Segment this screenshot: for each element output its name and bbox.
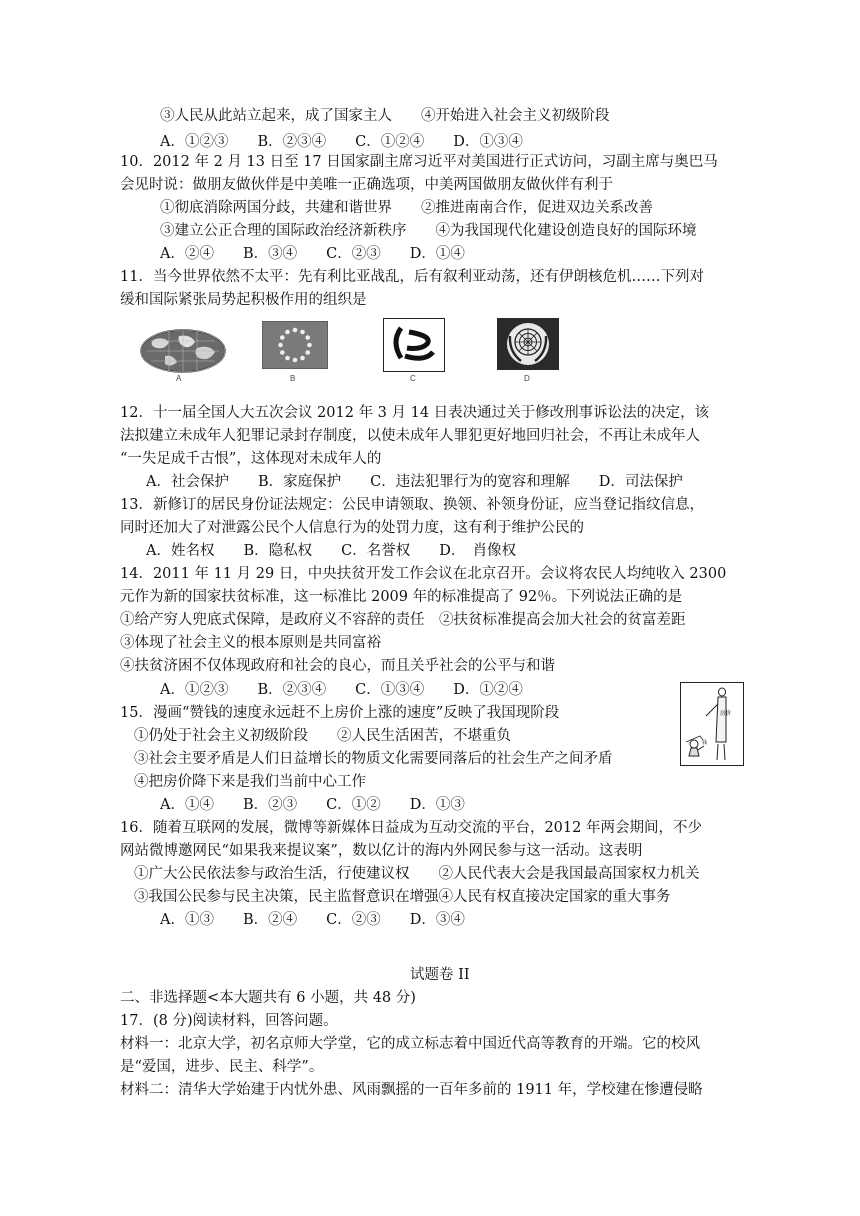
globe-logo-icon [139,328,227,374]
q10-answers: A．②④ B．③④ C．②③ D．①④ [160,246,465,262]
q17-material2-line1: 材料二：清华大学始建于内忧外患、风雨飘摇的一百年多前的 1911 年，学校建在惨遭侵略 [120,1082,703,1098]
q11-stem-line2: 缓和国际紧张局势起积极作用的组织是 [120,292,367,308]
q15-stem: 15．漫画“赞钱的速度永远赶不上房价上涨的速度”反映了我国现阶段 [120,705,560,721]
q14-option-1-2: ①给产穷人兜底式保障，是政府义不容辞的责任 ②扶贫标准提高会加大社会的贫富差距 [120,612,686,628]
section-heading: 二、非选择题<本大题共有 6 小题，共 48 分) [120,990,416,1006]
q12-stem-line2: 法拟建立未成年人犯罪记录封存制度，以使未成年人罪犯更好地回归社会，不再让未成年人 [120,428,700,444]
q15-option-1-2: ①仍处于社会主义初级阶段 ②人民生活困苦，不堪重负 [134,728,511,744]
option-c-caption: C [410,374,416,383]
option-a-image [139,328,227,378]
q14-answers: A．①②③ B．②③④ C．①③④ D．①②④ [160,682,523,698]
q9-option-3-4: ③人民从此站立起来，成了国家主人 ④开始进入社会主义初级阶段 [160,108,610,124]
q16-stem-line1: 16．随着互联网的发展，微博等新媒体日益成为互动交流的平台，2012 年两会期间，不少 [120,820,702,836]
q10-option-3-4: ③建立公正合理的国际政治经济新秩序 ④为我国现代化建设创造良好的国际环境 [160,223,697,239]
option-b-image [262,321,328,373]
q12-stem-line3: “一失足成千古恨”，这体现对未成年人的 [120,451,382,467]
q11-stem-line1: 11．当今世界依然不太平：先有利比亚战乱，后有叙利亚动荡，还有伊朗核危机……下列对 [120,269,704,285]
cartoon-image [680,682,744,770]
q14-option-4: ④扶贫济困不仅体现政府和社会的良心，而且关乎社会的公平与和谐 [120,658,555,674]
q17-stem: 17．(8 分)阅读材料，回答问题。 [120,1013,338,1029]
option-a-caption: A [176,374,182,383]
q10-option-1-2: ①彻底消除两国分歧，共建和谐世界 ②推进南南合作，促进双边关系改善 [160,200,653,216]
q16-answers: A．①③ B．②④ C．②③ D．③④ [160,912,465,928]
eu-stars-flag-icon [262,321,328,369]
q13-stem-line1: 13．新修订的居民身份证法规定：公民申请领取、换领、补领身份证，应当登记指纹信息， [120,497,704,513]
q13-answers: A．姓名权 B．隐私权 C．名誉权 D． 肖像权 [146,543,517,559]
q14-stem-line1: 14．2011 年 11 月 29 日，中央扶贫开发工作会议在北京召开。会议将农民人均纯收入 2300 [120,566,727,582]
section-title: 试题卷 II [410,967,470,983]
q16-option-1-2: ①广大公民依法参与政治生活，行使建议权 ②人民代表大会是我国最高国家权力机关 [134,866,700,882]
option-c-image [383,318,445,376]
q12-answers: A．社会保护 B．家庭保护 C．违法犯罪行为的宽容和理解 D．司法保护 [146,474,683,490]
option-b-caption: B [290,374,296,383]
q15-option-3: ③社会主要矛盾是人们日益增长的物质文化需要同落后的社会生产之间矛盾 [134,751,613,767]
cartoon-tall-label: 房价 [720,711,732,717]
q9-answers: A．①②③ B．②③④ C．①②④ D．①③④ [160,134,523,150]
cartoon-figures-icon [680,682,744,766]
option-d-caption: D [524,374,530,383]
q10-stem-line2: 会见时说：做朋友做伙伴是中美唯一正确选项，中美两国做朋友做伙伴有利于 [120,177,613,193]
q17-material1-line2: 是“爱国，进步、民主、科学”。 [120,1059,324,1075]
q17-material1-line1: 材料一：北京大学，初名京师大学堂，它的成立标志着中国近代高等教育的开端。它的校风 [120,1036,700,1052]
q15-option-4: ④把房价降下来是我们当前中心工作 [134,774,366,790]
q13-stem-line2: 同时还加大了对泄露公民个人信息行为的处罚力度，这有利于维护公民的 [120,520,584,536]
q14-option-3: ③体现了社会主义的根本原则是共同富裕 [120,635,381,651]
wto-logo-icon [383,318,445,372]
un-emblem-icon [497,318,559,370]
cartoon-small-label: 钱 [702,740,708,746]
option-d-image [497,318,559,374]
q15-answers: A．①④ B．②③ C．①② D．①③ [160,797,465,813]
q16-option-3-4: ③我国公民参与民主决策，民主监督意识在增强④人民有权直接决定国家的重大事务 [134,889,671,905]
q16-stem-line2: 网站微博邀网民“如果我来提议案”，数以亿计的海内外网民参与这一活动。这表明 [120,843,643,859]
q10-stem-line1: 10．2012 年 2 月 13 日至 17 日国家副主席习近平对美国进行正式访问，习副主席与奥巴马 [120,154,718,170]
q14-stem-line2: 元作为新的国家扶贫标准，这一标准比 2009 年的标准提高了 92％。下列说法正确的是 [120,589,683,605]
q12-stem-line1: 12．十一届全国人大五次会议 2012 年 3 月 14 日表决通过关于修改刑事诉讼法的决定，该 [120,405,710,421]
